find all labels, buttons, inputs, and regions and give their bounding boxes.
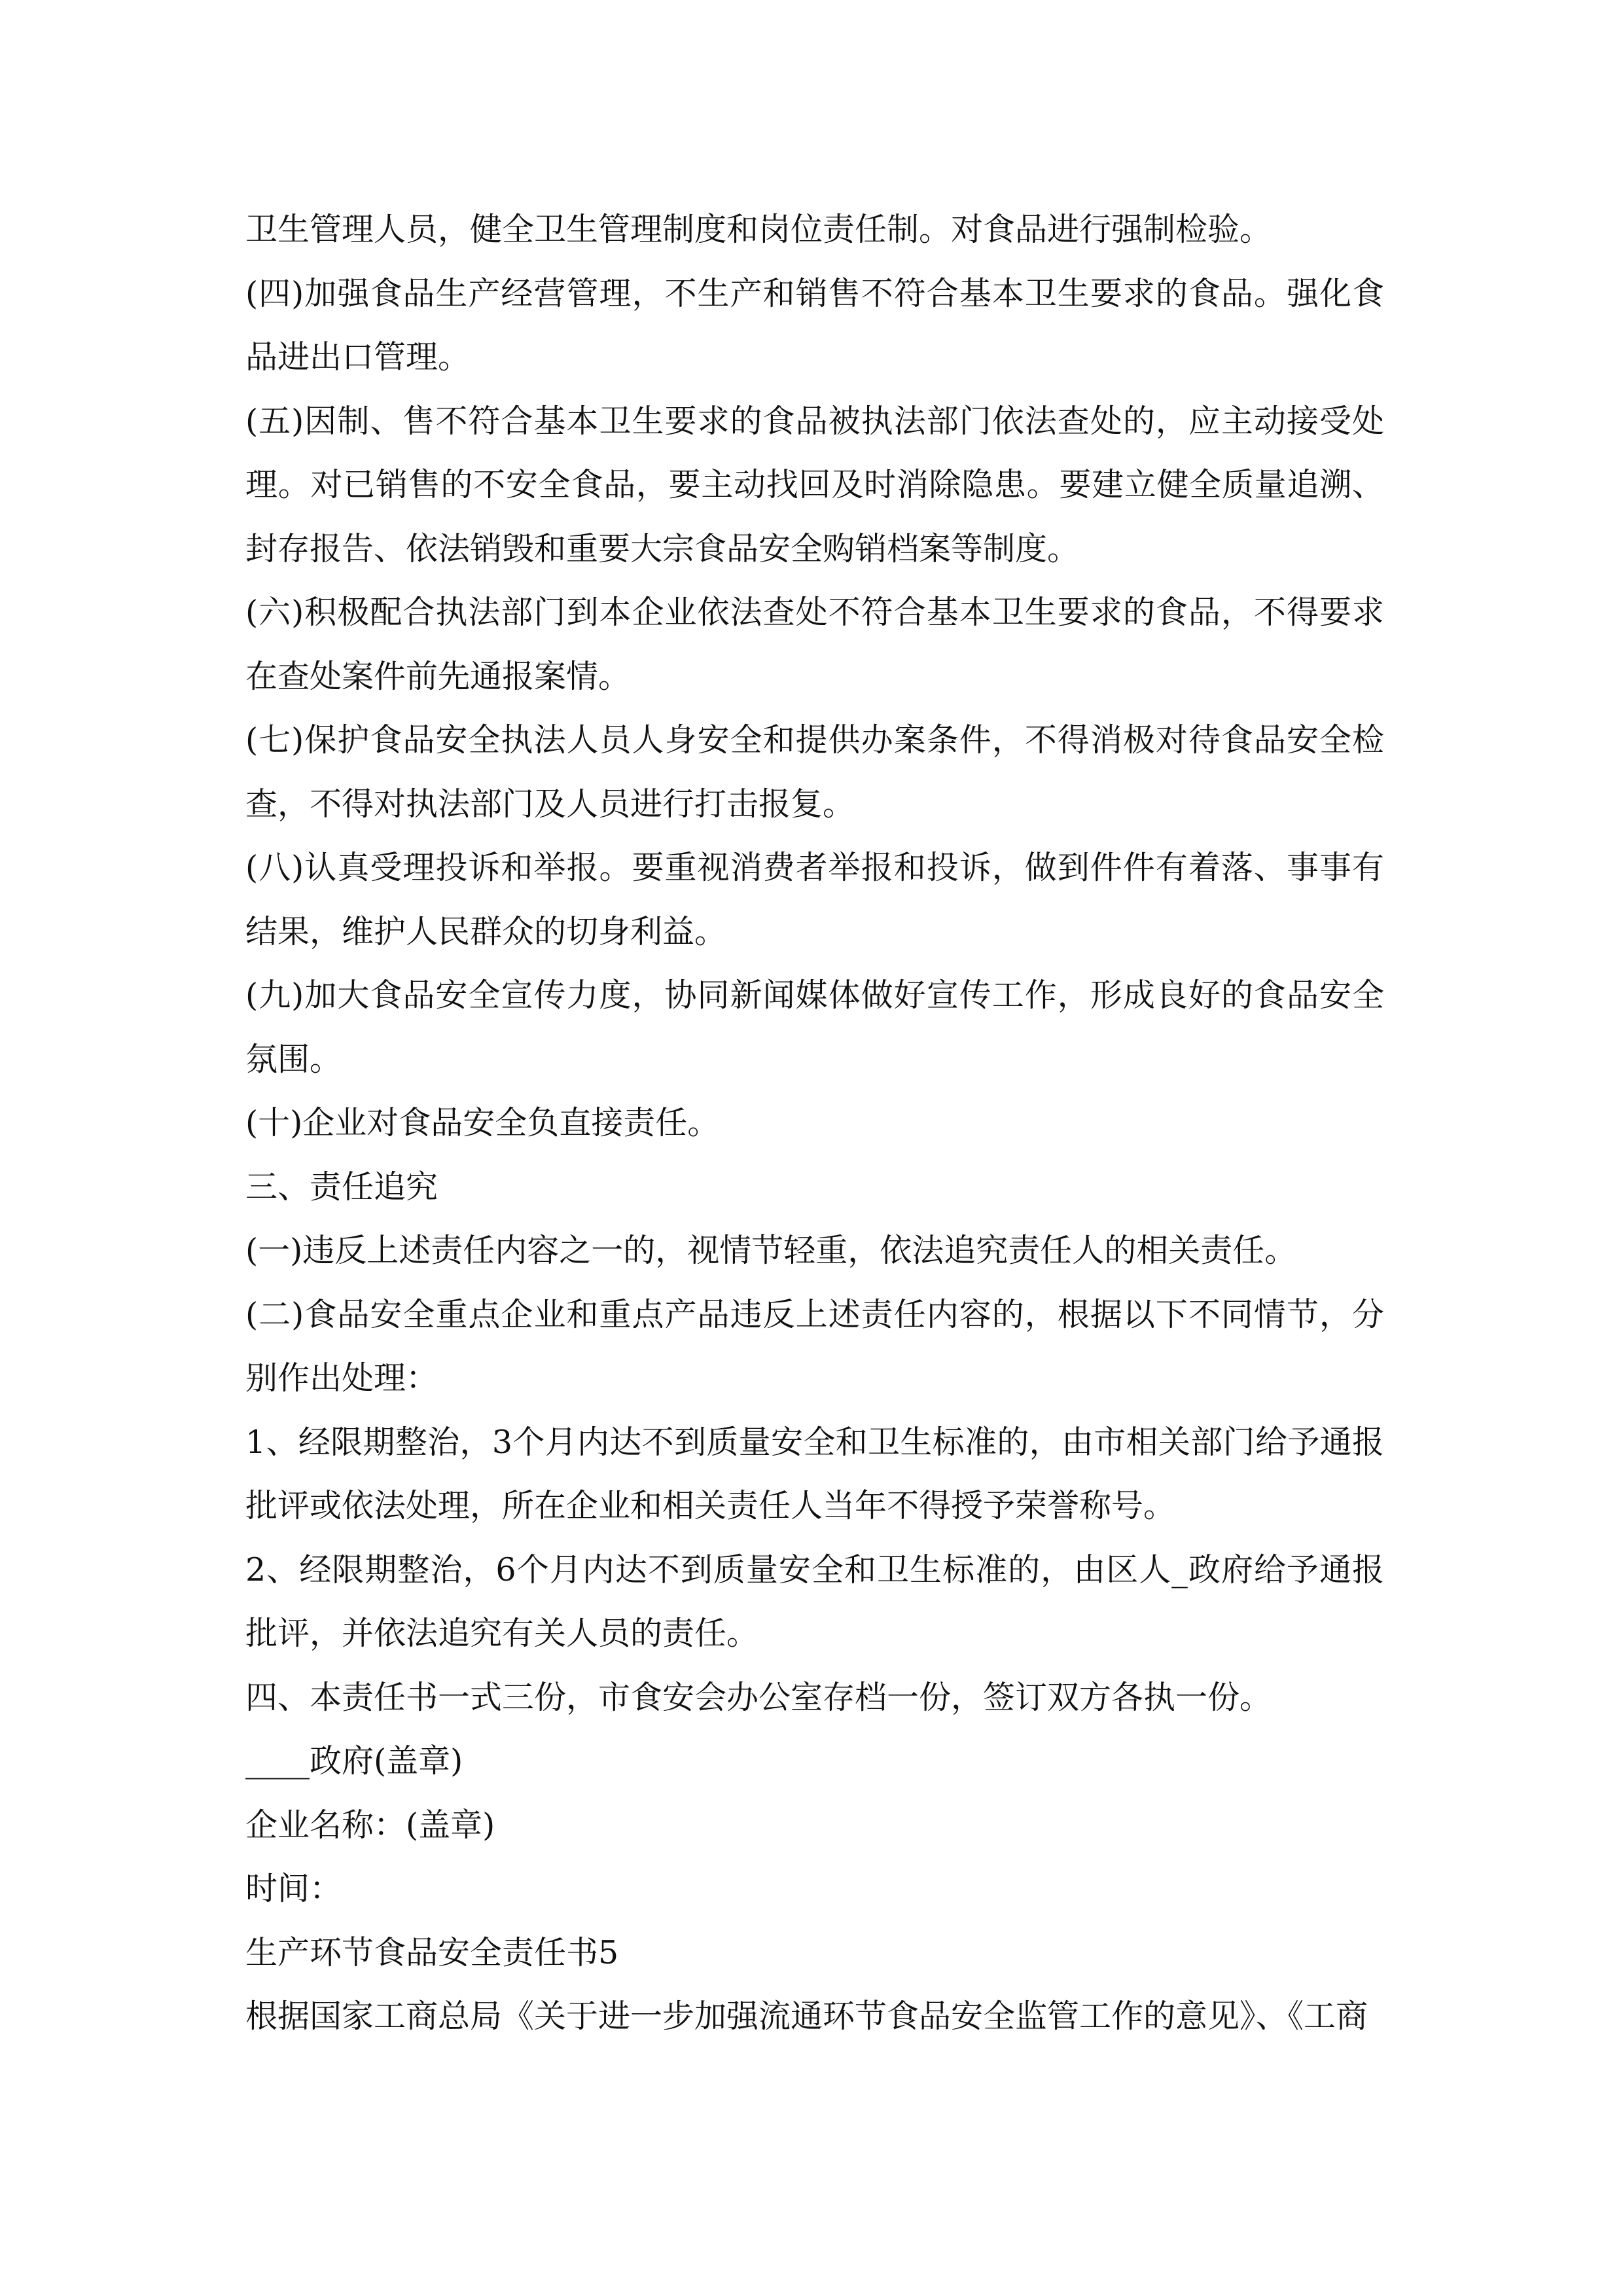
section-title-responsibility-5: 生产环节食品安全责任书5 [245,1933,619,1971]
paragraph-hygiene-staff: 卫生管理人员，健全卫生管理制度和岗位责任制。对食品进行强制检验。 [245,211,1272,248]
paragraph-item-8: (八)认真受理投诉和举报。要重视消费者举报和投诉，做到件件有着落、事事有结果，维护人民群众的切身利益。 [245,849,1384,950]
paragraph-copies: 四、本责任书一式三份，市食安会办公室存档一份，签订双方各执一份。 [245,1678,1272,1716]
signature-date: 时间： [245,1870,342,1907]
signature-government-seal: ____政府(盖章) [245,1742,463,1780]
document-body [245,198,1384,2049]
paragraph-legal-basis: 根据国家工商总局《关于进一步加强流通环节食品安全监管工作的意见》、《工商 [245,1998,1368,2035]
paragraph-accountability-1: (一)违反上述责任内容之一的，视情节轻重，依法追究责任人的相关责任。 [245,1232,1297,1269]
paragraph-item-9: (九)加大食品安全宣传力度，协同新闻媒体做好宣传工作，形成良好的食品安全氛围。 [245,977,1384,1078]
paragraph-item-10: (十)企业对食品安全负直接责任。 [245,1104,720,1141]
paragraph-penalty-3-months: 1、经限期整治，3个月内达不到质量安全和卫生标准的，由市相关部门给予通报批评或依法处理，所在企业和相关责任人当年不得授予荣誉称号。 [245,1423,1384,1524]
paragraph-item-4: (四)加强食品生产经营管理，不生产和销售不符合基本卫生要求的食品。强化食品进出口管理。 [245,274,1384,376]
paragraph-accountability-2: (二)食品安全重点企业和重点产品违反上述责任内容的，根据以下不同情节，分别作出处理： [245,1295,1384,1397]
paragraph-penalty-6-months: 2、经限期整治，6个月内达不到质量安全和卫生标准的，由区人_政府给予通报批评，并依法追究有关人员的责任。 [245,1551,1384,1652]
paragraph-item-7: (七)保护食品安全执法人员人身安全和提供办案条件，不得消极对待食品安全检查，不得对执法部门及人员进行打击报复。 [245,721,1384,823]
paragraph-item-6: (六)积极配合执法部门到本企业依法查处不符合基本卫生要求的食品，不得要求在查处案件前先通报案情。 [245,594,1384,695]
signature-enterprise-seal: 企业名称：(盖章) [245,1806,495,1844]
section-heading-accountability: 三、责任追究 [245,1168,438,1206]
paragraph-item-5: (五)因制、售不符合基本卫生要求的食品被执法部门依法查处的，应主动接受处理。对已销售的不安全食品，要主动找回及时消除隐患。要建立健全质量追溯、封存报告、依法销毁和重要大宗食品安全购销档案等制度。 [245,402,1384,567]
